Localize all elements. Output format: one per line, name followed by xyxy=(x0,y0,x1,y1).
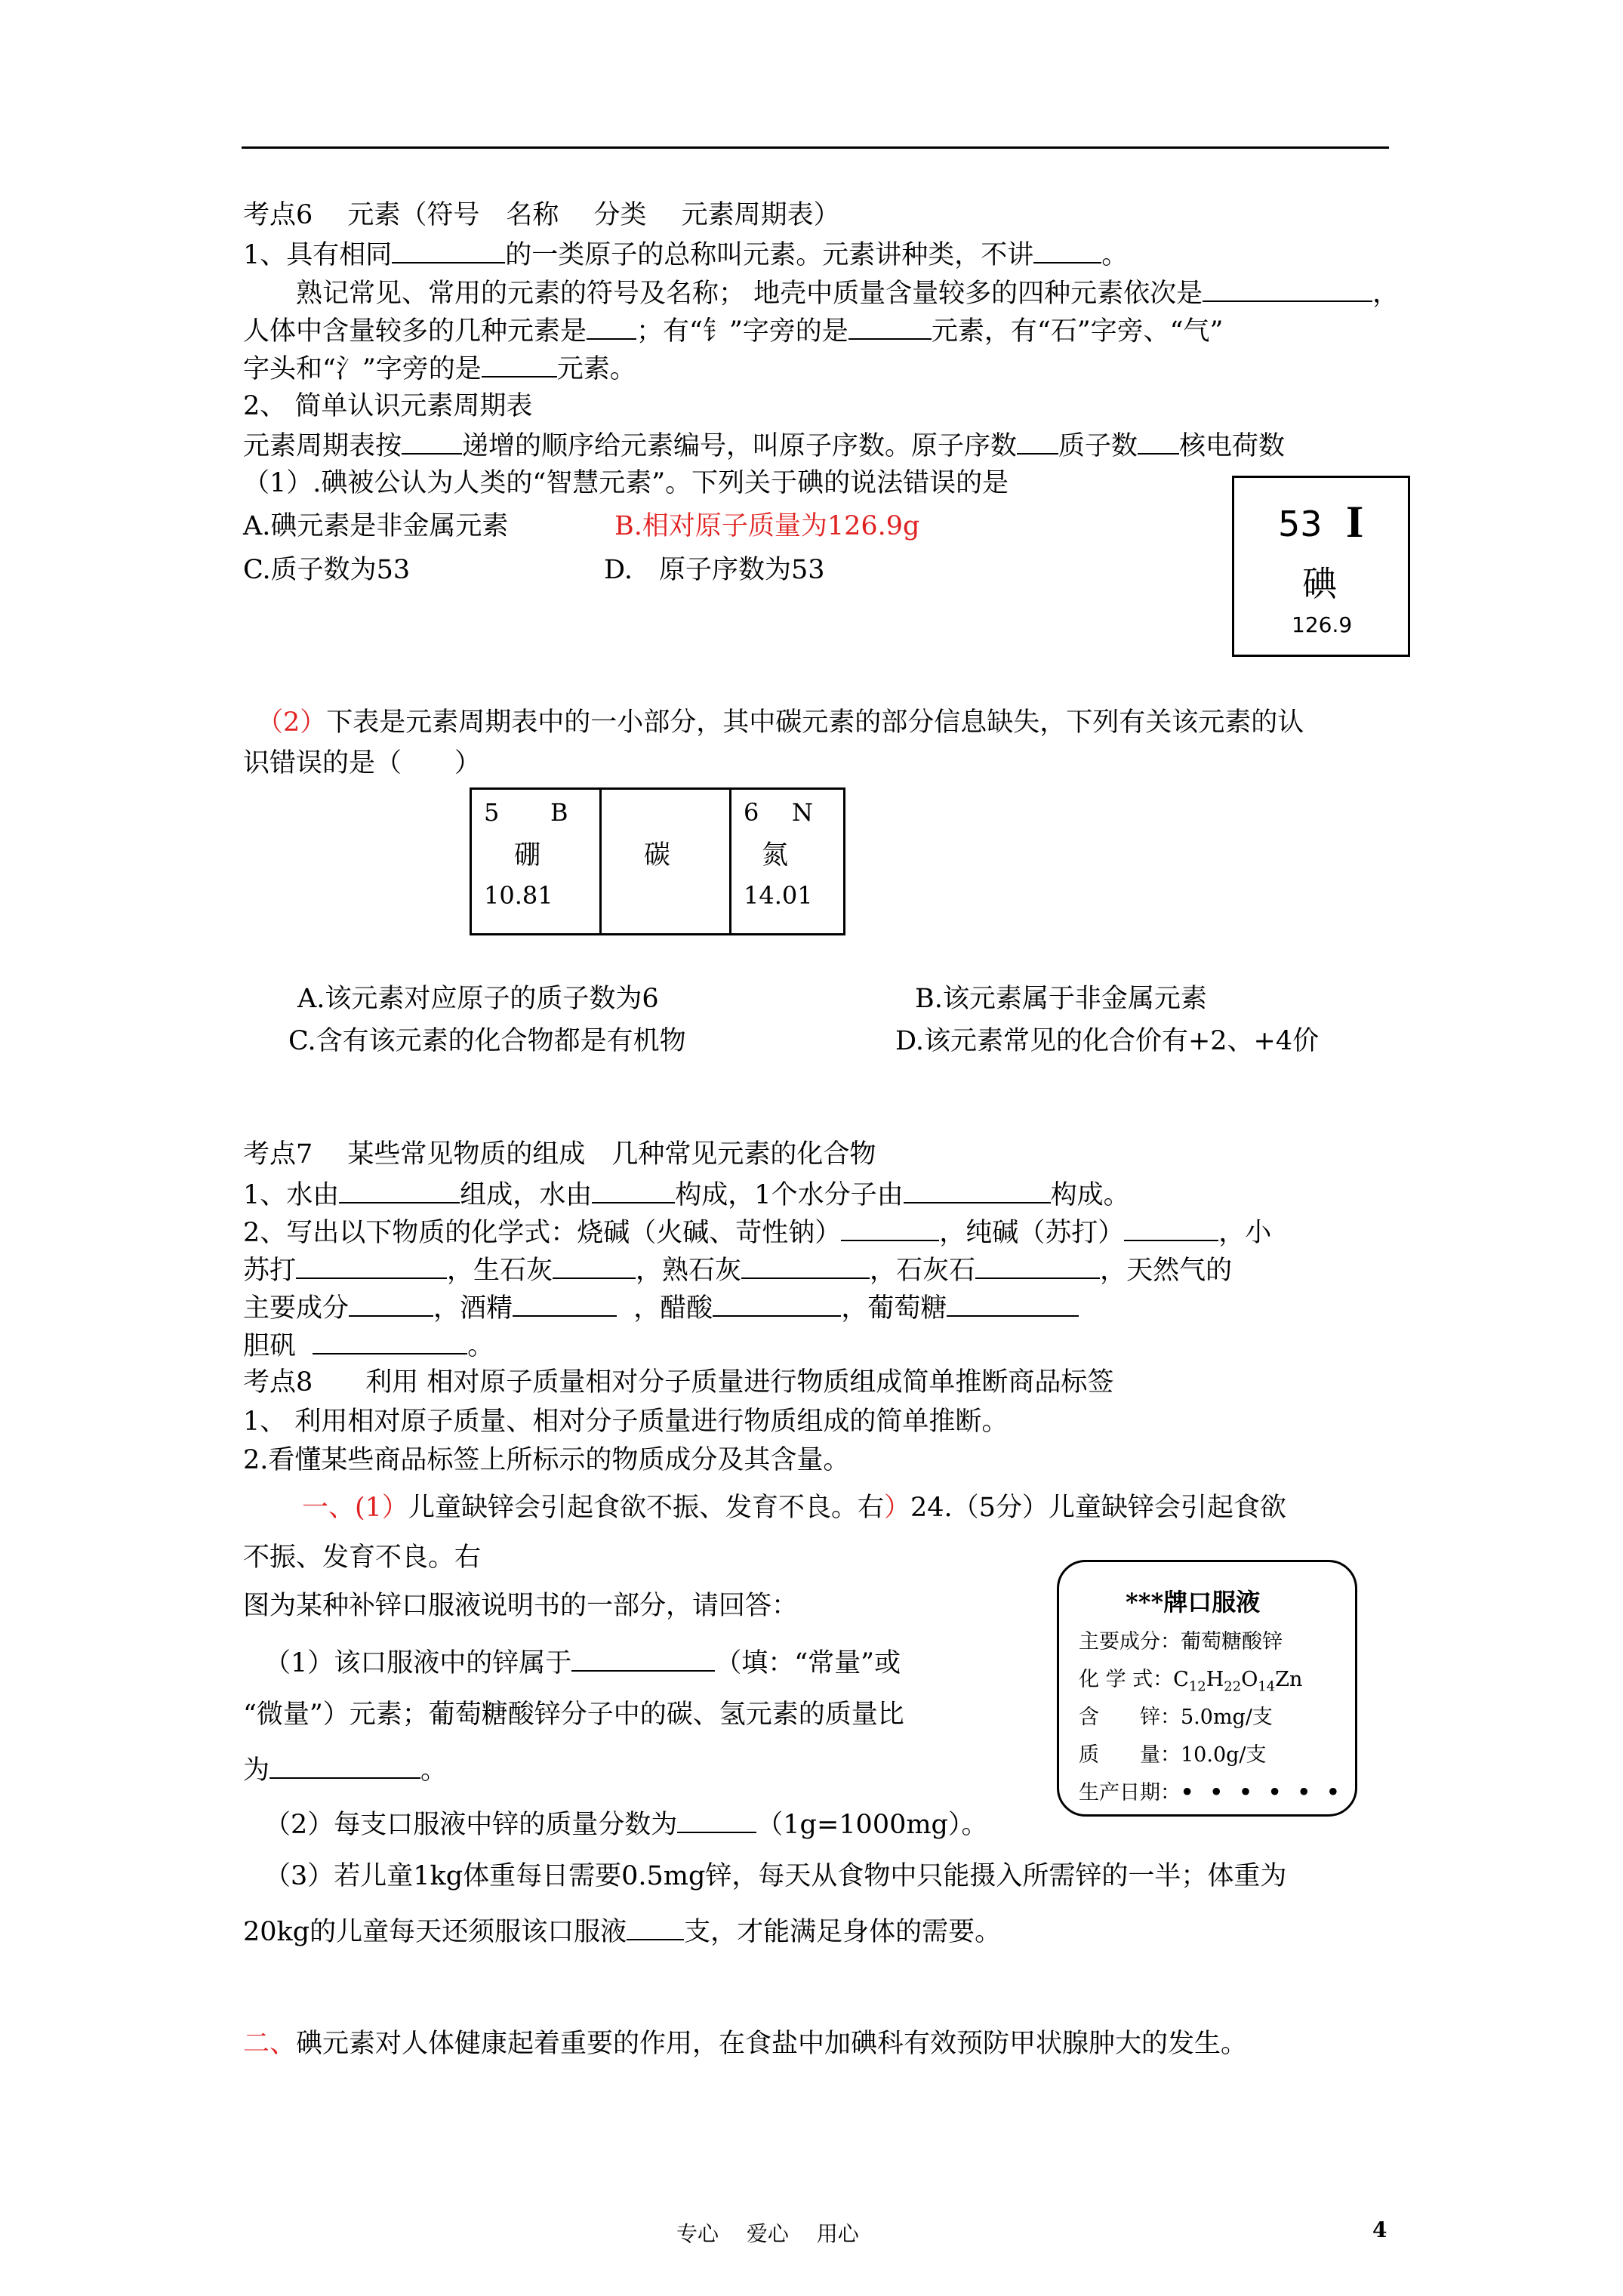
question-table-line-1: （2）下表是元素周期表中的一小部分，其中碳元素的部分信息缺失，下列有关该元素的认 xyxy=(257,707,1304,738)
iodine-mass: 126.9 xyxy=(1292,612,1353,637)
nitrogen-number: 6 xyxy=(744,798,759,827)
label-title: ***牌口服液 xyxy=(1126,1588,1261,1616)
kd6-line-1: 1、具有相同 的一类原子的总称叫元素。元素讲种类，不讲 。 xyxy=(243,240,1129,270)
section-title-kd8: 考点8 利用 相对原子质量相对分子质量进行物质组成简单推断商品标签 xyxy=(243,1367,1114,1398)
carbon-name: 碳 xyxy=(644,840,671,871)
iodine-name: 碘 xyxy=(1302,563,1337,604)
table-option-c: C.含有该元素的化合物都是有机物 xyxy=(288,1026,686,1056)
label-row-formula: 化 学 式：$C_{12}H_{22}O_{14}Zn$ xyxy=(1079,1668,1303,1695)
cell-nitrogen xyxy=(731,790,843,933)
zinc-q1-line-3: 为 。 xyxy=(243,1755,448,1786)
label-row-ingredient: 主要成分：葡萄糖酸锌 xyxy=(1079,1630,1283,1653)
kd8-line-2: 2.看懂某些商品标签上所标示的物质成分及其含量。 xyxy=(243,1445,850,1475)
kd6-line-2: 熟记常见、常用的元素的符号及名称； 地壳中质量含量较多的四种元素依次是 ， xyxy=(296,279,1400,309)
kd6-line-4: 字头和“氵”字旁的是 元素。 xyxy=(243,354,636,384)
boron-number: 5 xyxy=(484,798,500,827)
label-row-zinc: 含 锌：5.0mg/支 xyxy=(1079,1706,1273,1729)
iodine-number: 53 xyxy=(1278,504,1323,544)
section-title-kd7: 考点7 某些常见物质的组成 几种常见元素的化合物 xyxy=(243,1139,876,1170)
iodine-element-cell xyxy=(1232,476,1410,657)
kd7-line-1: 1、水由 组成，水由 构成，1个水分子由 构成。 xyxy=(243,1180,1130,1210)
iodine-section-line: 二、碘元素对人体健康起着重要的作用，在食盐中加碘科有效预防甲状腺肿大的发生。 xyxy=(243,2029,1248,2059)
table-option-b: B.该元素属于非金属元素 xyxy=(915,984,1207,1014)
zinc-q3-line-2: 20kg的儿童每天还须服该口服液 支，才能满足身体的需要。 xyxy=(243,1917,1002,1947)
product-label xyxy=(1057,1560,1357,1817)
option-c: C.质子数为53 xyxy=(243,555,411,585)
nitrogen-symbol: N xyxy=(792,798,813,827)
kd8-line-1: 1、 利用相对原子质量、相对分子质量进行物质组成的简单推断。 xyxy=(243,1407,1009,1437)
table-option-d: D.该元素常见的化合价有+2、+4价 xyxy=(895,1026,1320,1056)
kd7-line-2: 2、写出以下物质的化学式：烧碱（火碱、苛性钠） ，纯碱（苏打） ，小 xyxy=(243,1218,1272,1248)
kd6-line-6: 元素周期表按 递增的顺序给元素编号，叫原子序数。原子序数 质子数 核电荷数 xyxy=(243,431,1286,461)
nitrogen-name: 氮 xyxy=(762,840,789,871)
boron-name: 硼 xyxy=(514,840,541,871)
kd7-line-4: 主要成分 ，酒精 ，醋酸 ，葡萄糖 xyxy=(243,1294,1079,1322)
section-title-kd6: 考点6 元素（符号 名称 分类 元素周期表） xyxy=(243,200,840,230)
iodine-symbol: I xyxy=(1346,497,1364,547)
periodic-table-fragment xyxy=(470,787,845,935)
boron-symbol: B xyxy=(550,798,568,827)
table-option-a: A.该元素对应原子的质子数为6 xyxy=(297,984,659,1014)
kd6-line-5: 2、 简单认识元素周期表 xyxy=(243,391,533,421)
label-row-mass: 质 量：10.0g/支 xyxy=(1079,1743,1267,1767)
kd7-line-5: 胆矾 。 xyxy=(243,1331,494,1361)
kd6-line-3: 人体中含量较多的几种元素是 ；有“钅”字旁的是 元素，有“石”字旁、“气” xyxy=(243,316,1224,347)
zinc-q2-line: （2）每支口服液中锌的质量分数为 （1g=1000mg）。 xyxy=(264,1810,988,1840)
boron-mass: 10.81 xyxy=(484,881,553,910)
page-number: 4 xyxy=(1372,2217,1387,2242)
zinc-intro-line-3: 图为某种补锌口服液说明书的一部分，请回答： xyxy=(243,1591,799,1621)
option-a: A.碘元素是非金属元素 xyxy=(243,511,509,541)
question-iodine: （1）.碘被公认为人类的“智慧元素”。下列关于碘的说法错误的是 xyxy=(243,468,1009,498)
cell-boron xyxy=(472,790,602,933)
cell-carbon xyxy=(602,790,731,933)
zinc-intro-line-2: 不振、发育不良。右 xyxy=(243,1542,482,1573)
option-b: B.相对原子质量为126.9g xyxy=(614,511,920,541)
question-table-line-2: 识错误的是（ ） xyxy=(243,748,482,778)
zinc-q3-line-1: （3）若儿童1kg体重每日需要0.5mg锌，每天从食物中只能摄入所需锌的一半；体重为 xyxy=(264,1861,1287,1891)
header-rule xyxy=(242,146,1389,149)
footer-motto: 专心 爱心 用心 xyxy=(676,2221,859,2246)
nitrogen-mass: 14.01 xyxy=(744,881,813,910)
kd7-line-3: 苏打 ，生石灰 ，熟石灰 ，石灰石 ，天然气的 xyxy=(243,1256,1233,1286)
zinc-q1-line-1: （1）该口服液中的锌属于 （填：“常量”或 xyxy=(264,1648,901,1678)
option-d: D. 原子序数为53 xyxy=(604,555,825,585)
zinc-q1-line-2: “微量”）元素；葡萄糖酸锌分子中的碳、氢元素的质量比 xyxy=(243,1700,904,1730)
zinc-intro-line-1: 一、(1）儿童缺锌会引起食欲不振、发育不良。右）24.（5分）儿童缺锌会引起食欲 xyxy=(302,1493,1286,1523)
label-row-date: 生产日期：• • • • • • xyxy=(1079,1781,1344,1804)
